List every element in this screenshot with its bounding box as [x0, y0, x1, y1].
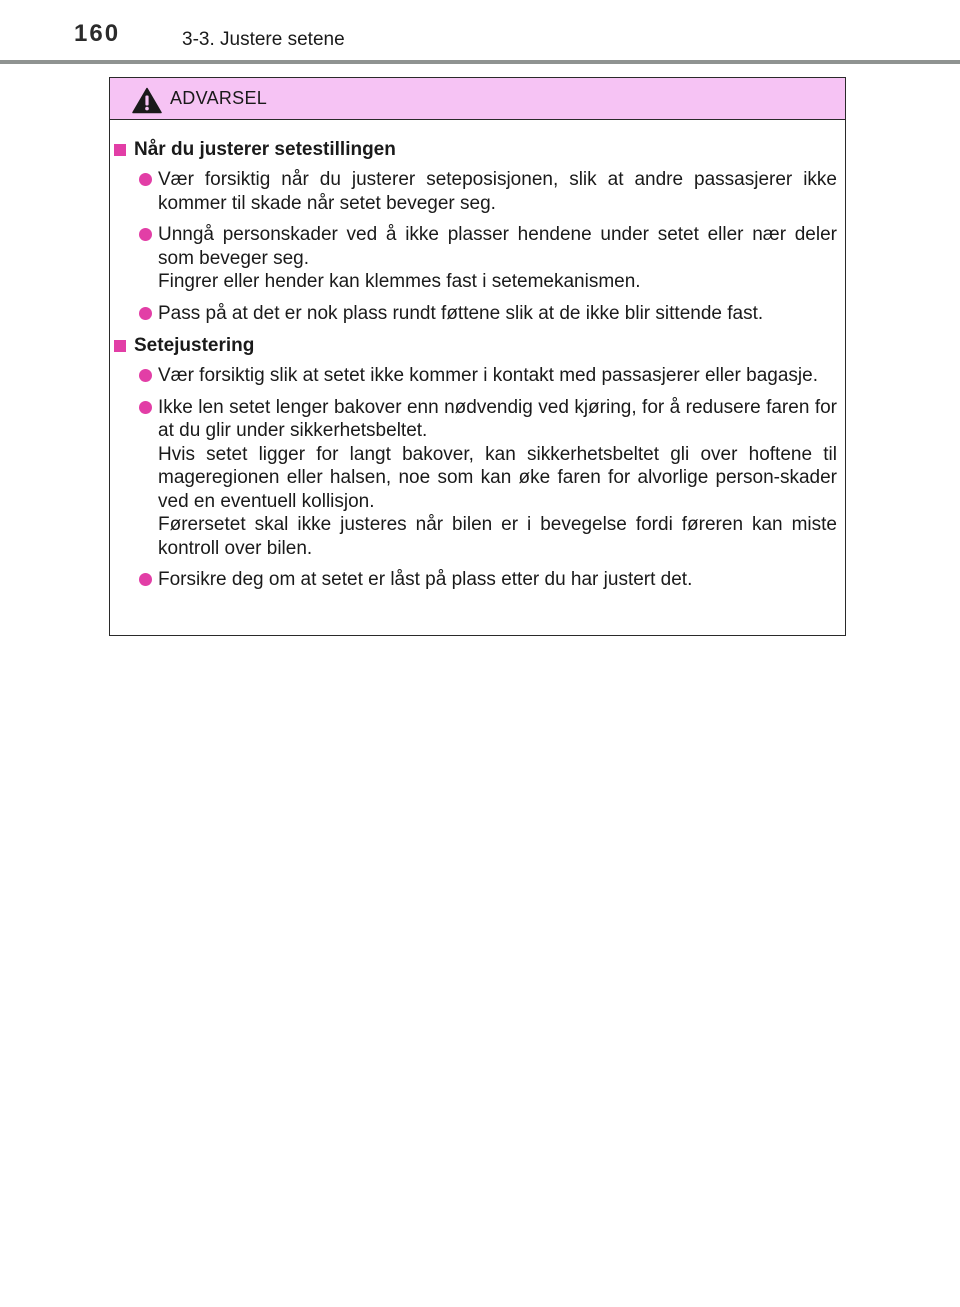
square-bullet-icon: [114, 340, 126, 352]
warning-triangle-icon: [132, 87, 162, 114]
list-item-text: Fingrer eller hender kan klemmes fast i setemekanismen.: [158, 271, 641, 292]
section-title: 3-3. Justere setene: [182, 29, 345, 50]
warning-body: [110, 120, 845, 592]
list-item-text: Pass på at det er nok plass rundt føttene slik at de ikke blir sittende fast.: [158, 302, 764, 324]
warning-header: [110, 78, 845, 120]
list-item: [114, 364, 837, 388]
header-rule: [0, 60, 960, 64]
sub-heading-label: Når du justerer setestillingen: [134, 139, 396, 160]
circle-bullet-icon: [139, 228, 152, 241]
list-item-text: Forsikre deg om at setet er låst på plass etter du har justert det.: [158, 569, 693, 590]
circle-bullet-icon: [139, 307, 152, 320]
list-item: [114, 223, 837, 294]
list-item-text: Vær forsiktig når du justerer seteposisjonen, slik at andre passasjerer ikke kommer til skade når setet beveger seg.: [158, 169, 837, 214]
circle-bullet-icon: [139, 369, 152, 382]
list-item: [114, 168, 837, 215]
list-item: [114, 302, 837, 326]
page-header: [0, 0, 960, 62]
list-item-text: Hvis setet ligger for langt bakover, kan sikkerhetsbeltet gli over hoftene til mageregionen eller halsen, noe som kan øke faren for alvorlige person-skader ved en eventuell kollisjon.: [158, 443, 837, 512]
list-item-text: Førersetet skal ikke justeres når bilen er i bevegelse fordi føreren kan miste kontroll over bilen.: [158, 514, 837, 559]
list-item-text: Vær forsiktig slik at setet ikke kommer i kontakt med passasjerer eller bagasje.: [158, 365, 818, 386]
circle-bullet-icon: [139, 573, 152, 586]
sub-heading: [114, 333, 837, 358]
list-item: [114, 396, 837, 561]
page-number: 160: [74, 20, 121, 47]
square-bullet-icon: [114, 144, 126, 156]
list-item: [114, 568, 837, 592]
list-item-text: Unngå personskader ved å ikke plasser hendene under setet eller nær deler som beveger seg.: [158, 224, 837, 269]
circle-bullet-icon: [139, 173, 152, 186]
circle-bullet-icon: [139, 401, 152, 414]
sub-heading-label: Setejustering: [134, 335, 255, 356]
warning-title: ADVARSEL: [170, 88, 268, 108]
warning-box: [109, 77, 846, 636]
list-item-text: Ikke len setet lenger bakover enn nødvendig ved kjøring, for å redusere faren for at du glir under sikkerhetsbeltet.: [158, 396, 837, 441]
sub-heading: [114, 137, 837, 162]
